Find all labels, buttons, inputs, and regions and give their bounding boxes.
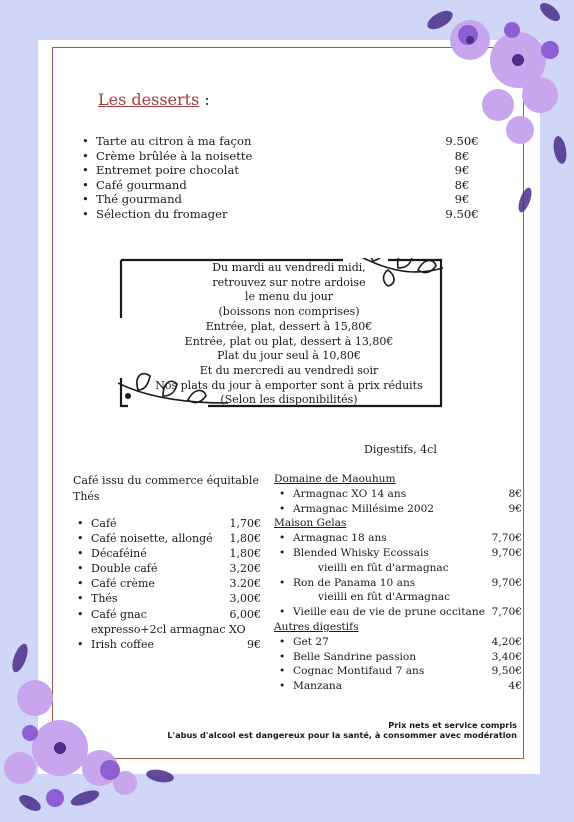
item-name: • Blended Whisky Ecossais: [293, 546, 429, 559]
item-name: • Get 27: [293, 635, 329, 648]
dessert-item: [82, 134, 482, 149]
item-name: • Cognac Montifaud 7 ans: [293, 665, 425, 678]
item-name: • Irish coffee: [91, 637, 154, 651]
item-name: • Armagnac XO 14 ans: [293, 487, 407, 500]
item-name: • Café gourmand: [96, 177, 187, 192]
item-name: • Belle Sandrine passion: [293, 650, 417, 663]
cafe-item: [77, 561, 261, 576]
item-name: • Sélection du fromager: [96, 206, 228, 221]
item-price: 8€: [508, 487, 522, 500]
item-name: • Entremet poire chocolat: [96, 163, 240, 178]
item-price: 1,70€: [229, 517, 261, 530]
ardoise-text: [130, 261, 448, 408]
dessert-item: [82, 149, 482, 164]
item-price: 9.50€: [445, 206, 479, 221]
item-name: • Armagnac Millésime 2002: [293, 502, 435, 515]
item-name: • Thés: [91, 592, 118, 606]
item-price: 1,80€: [229, 532, 261, 546]
footer-line: L'abus d'alcool est dangereux pour la santé, à consommer avec modération: [167, 730, 517, 740]
item-price: 4€: [508, 680, 522, 693]
item-price: 9,70€: [491, 576, 522, 589]
item-price: 9,50€: [491, 665, 522, 678]
item-price: 9€: [247, 637, 261, 651]
cafe-item: [77, 531, 261, 546]
item-price: 9€: [454, 163, 470, 178]
item-price: 9.50€: [445, 134, 479, 148]
digestif-item: [279, 664, 522, 679]
digestif-item: [279, 679, 522, 694]
item-name: • Manzana: [293, 680, 343, 693]
digestif-item: [279, 546, 522, 561]
cafe-item: [77, 607, 261, 622]
ardoise-line: Du mardi au vendredi midi,: [212, 261, 366, 274]
section-header: Maison Gelas: [274, 517, 347, 530]
section-header: Domaine de Maouhum: [274, 473, 396, 485]
dessert-item: [82, 163, 482, 178]
ardoise-line: Nos plats du jour à emporter sont à prix réduits: [155, 378, 423, 392]
item-note: vieilli en fût d'Armagnac: [318, 591, 451, 604]
section-header: Autres digestifs: [274, 620, 359, 633]
ardoise-line: le menu du jour: [244, 290, 334, 304]
ardoise-line: Entrée, plat ou plat, dessert à 13,80€: [184, 334, 394, 348]
item-price: 8€: [454, 148, 470, 163]
desserts-title: Les desserts :: [98, 90, 210, 109]
item-price: 3,00€: [229, 592, 261, 606]
item-price: 4,20€: [491, 635, 522, 648]
item-price: 7,70€: [491, 606, 522, 619]
item-name: • Tarte au citron à ma façon: [96, 134, 252, 148]
digestifs-header: Digestifs, 4cl: [364, 443, 437, 456]
digestif-item: [279, 576, 522, 591]
digestif-item: [279, 605, 522, 620]
item-name: • Armagnac 18 ans: [293, 532, 387, 545]
dessert-item: [82, 207, 482, 222]
digestif-item: [279, 487, 522, 502]
cafe-item: [77, 576, 261, 591]
item-price: 9€: [454, 192, 470, 207]
dessert-item: [82, 178, 482, 193]
digestif-item: [279, 531, 522, 546]
ardoise-line: Plat du jour seul à 10,80€: [217, 349, 361, 363]
digestif-item: [279, 502, 522, 517]
item-note: expresso+2cl armagnac XO: [91, 622, 246, 636]
digestifs-list: [274, 472, 522, 694]
item-price: 7,70€: [491, 532, 522, 545]
dessert-list: [82, 134, 482, 222]
item-price: 6,00€: [229, 607, 261, 621]
item-price: 3,20€: [229, 562, 261, 576]
cafe-header: [73, 473, 259, 505]
item-name: • Café: [91, 517, 117, 530]
ardoise-line: (Selon les disponibilités): [220, 393, 358, 407]
cafe-header-line: Café issu du commerce équitable: [73, 474, 259, 487]
ardoise-line: retrouvez sur notre ardoise: [212, 275, 366, 289]
item-name: • Café gnac: [91, 607, 147, 621]
item-price: 3.20€: [229, 577, 261, 591]
cafe-item: [77, 637, 261, 652]
item-name: • Ron de Panama 10 ans: [293, 576, 416, 589]
cafe-item: [77, 591, 261, 606]
footer-line: Prix nets et service compris: [388, 720, 517, 730]
ardoise-line: Entrée, plat, dessert à 15,80€: [205, 319, 373, 333]
dessert-item: [82, 192, 482, 207]
item-name: • Vieille eau de vie de prune occitane: [293, 606, 485, 619]
item-name: • Crème brûlée à la noisette: [96, 148, 253, 163]
cafe-list: [77, 516, 261, 652]
footer-notice: [167, 720, 517, 740]
item-price: 9€: [508, 502, 522, 515]
cafe-item: [77, 516, 261, 531]
item-price: 3,40€: [491, 650, 522, 663]
ardoise-line: Et du mercredi au vendredi soir: [199, 363, 379, 377]
item-name: • Café crème: [91, 577, 155, 591]
item-name: • Double café: [91, 562, 158, 576]
digestif-item: [279, 635, 522, 650]
item-name: • Décaféiné: [91, 547, 147, 561]
item-price: 1,80€: [229, 547, 261, 561]
item-price: 8€: [454, 177, 470, 192]
item-name: • Thé gourmand: [96, 192, 182, 207]
ardoise-line: (boissons non comprises): [218, 305, 360, 319]
item-price: 9,70€: [491, 546, 522, 559]
cafe-header-line: Thés: [73, 490, 100, 503]
item-note: vieilli en fût d'armagnac: [318, 561, 449, 574]
cafe-item: [77, 546, 261, 561]
item-name: • Café noisette, allongé: [91, 532, 213, 546]
digestif-item: [279, 650, 522, 665]
